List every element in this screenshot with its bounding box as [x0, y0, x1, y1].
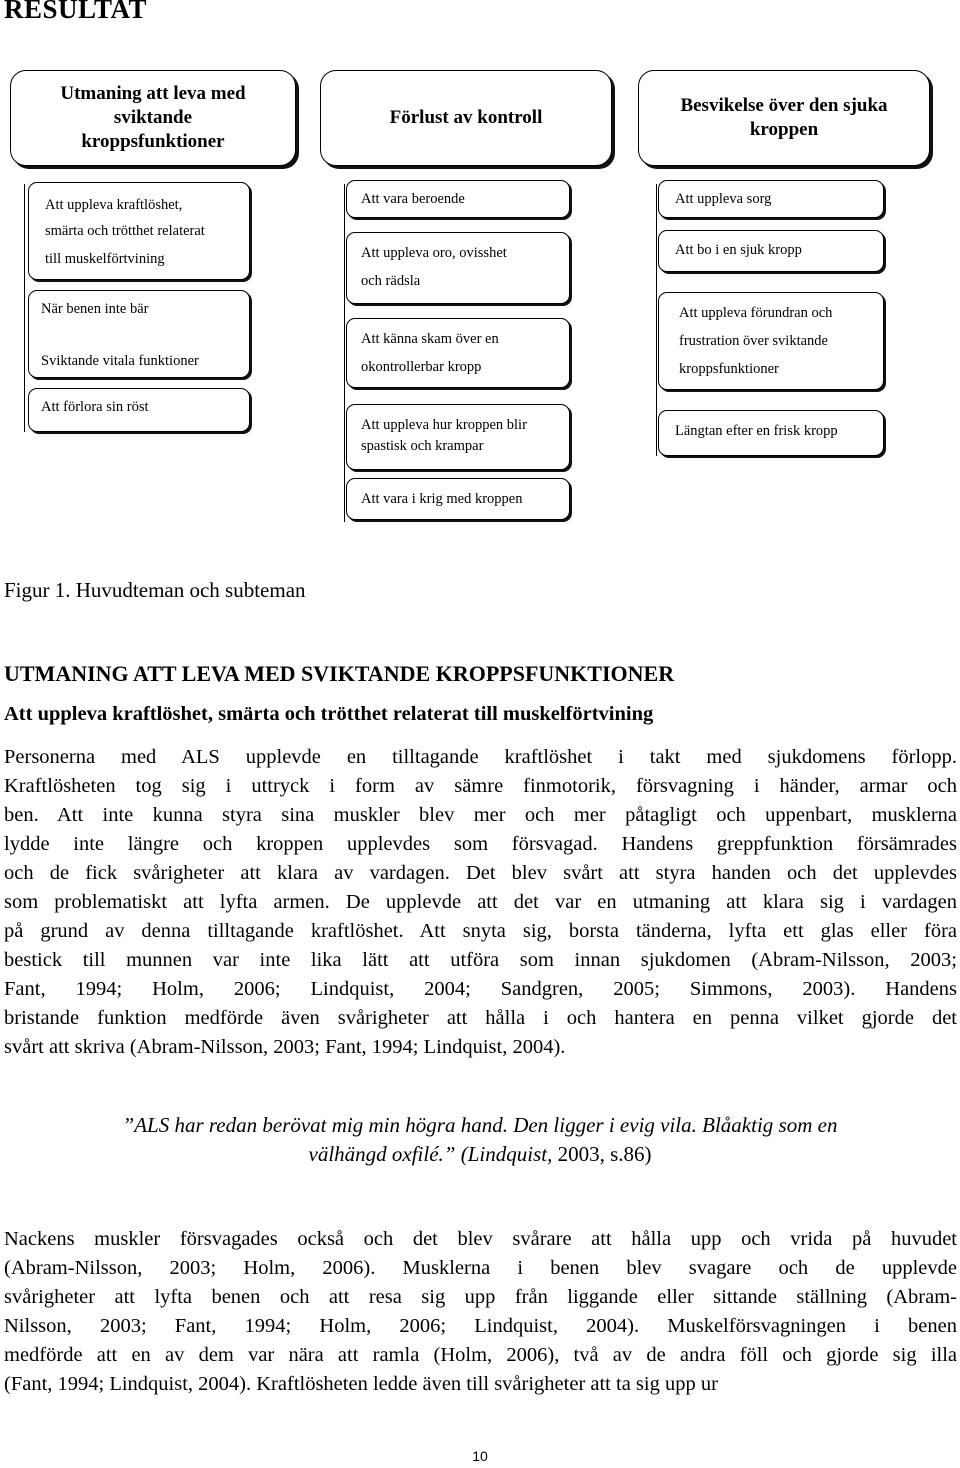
figure-caption: Figur 1. Huvudteman och subteman	[4, 578, 306, 602]
subtheme-box-spastisk	[346, 404, 570, 470]
paragraph-2-line: (Abram-Nilsson, 2003; Holm, 2006). Musklerna i benen blev svagare och de upplevde	[4, 1257, 957, 1279]
theme-3-line: kroppen	[749, 119, 819, 140]
subtheme-box-skam	[346, 318, 570, 388]
subtheme-line: kroppsfunktioner	[679, 361, 779, 377]
paragraph-1-line: Kraftlösheten tog sig i uttryck i form av sämre finmotorik, försvagning i händer, armar och	[4, 775, 957, 797]
quote-italic: välhängd oxfilé.” (Lindquist	[308, 1142, 548, 1166]
paragraph-2-line: (Fant, 1994; Lindquist, 2004). Kraftlösheten ledde även till svårigheter att ta sig upp ur	[4, 1373, 718, 1395]
quote-line-1: ”ALS har redan berövat mig min högra hand. Den ligger i evig vila. Blåaktig som en	[122, 1113, 838, 1137]
subtheme-line: okontrollerbar kropp	[361, 359, 482, 375]
subtheme-line: och rädsla	[361, 273, 421, 289]
subtheme-line: spastisk och krampar	[361, 438, 484, 454]
subtheme-line: Att vara i krig med kroppen	[361, 491, 523, 507]
subtheme-line: Att uppleva kraftlöshet,	[45, 197, 183, 213]
subtheme-box-benen	[28, 290, 250, 378]
paragraph-1-line: och de fick svårigheter att klara av vardagen. Det blev svårt att styra handen och det upplevdes	[4, 862, 957, 884]
section-title: UTMANING ATT LEVA MED SVIKTANDE KROPPSFUNKTIONER	[4, 661, 675, 686]
subtheme-box-langtan	[658, 410, 884, 456]
paragraph-1-line: svårt att skriva (Abram-Nilsson, 2003; Fant, 1994; Lindquist, 2004).	[4, 1036, 566, 1058]
theme-box-1	[10, 70, 296, 166]
subtheme-box-krig	[346, 478, 570, 520]
subtheme-line: frustration över sviktande	[679, 333, 828, 349]
paragraph-1-line: bestick till munnen var inte lika lätt att utföra som innan sjukdomen (Abram-Nilsson, 2003;	[4, 949, 957, 971]
subtheme-box-rost	[28, 388, 250, 432]
subtheme-line: När benen inte bär	[41, 301, 149, 317]
theme-box-2	[320, 70, 612, 166]
subtheme-box-forundran	[658, 292, 884, 390]
subtheme-box-sorg	[658, 180, 884, 218]
page-heading: RESULTAT	[4, 0, 148, 24]
subtheme-line: Att förlora sin röst	[41, 399, 149, 415]
paragraph-2-line: medförde att en av dem var nära att ramla (Holm, 2006), två av de andra föll och gjorde sig illa	[4, 1344, 957, 1366]
paragraph-1-line: på grund av denna tilltagande kraftlöshet. Att snyta sig, borsta tänderna, lyfta ett glas eller föra	[4, 920, 957, 942]
paragraph-1-line: Personerna med ALS upplevde en tilltagande kraftlöshet i takt med sjukdomens förlopp.	[4, 746, 957, 768]
quote-line-2	[0, 1142, 960, 1167]
column-1-connector	[24, 184, 25, 432]
page-number: 10	[472, 1448, 488, 1464]
column-2-connector	[344, 184, 345, 522]
subtheme-box-beroende	[346, 180, 570, 218]
subtheme-box-oro	[346, 232, 570, 304]
paragraph-1-line: Fant, 1994; Holm, 2006; Lindquist, 2004; Sandgren, 2005; Simmons, 2003). Handens	[4, 978, 957, 1000]
subtheme-line: Att uppleva förundran och	[679, 305, 833, 321]
subtheme-line: Att bo i en sjuk kropp	[675, 242, 802, 258]
subtheme-line: Att uppleva sorg	[675, 191, 772, 207]
theme-1-line: sviktande	[113, 107, 193, 128]
theme-box-3	[638, 70, 930, 166]
paragraph-2-line: Nackens muskler försvagades också och det blev svårare att hålla upp och vrida på huvudet	[4, 1228, 957, 1250]
subtheme-line: Att uppleva hur kroppen blir	[361, 417, 527, 433]
subtheme-line: Sviktande vitala funktioner	[41, 353, 199, 369]
subtheme-box-sjuk-kropp	[658, 230, 884, 272]
subtheme-line: Längtan efter en frisk kropp	[675, 423, 838, 439]
paragraph-2-line: svårigheter att lyfta benen och att resa sig upp från liggande eller sittande ställning (Abram-	[4, 1286, 957, 1308]
subtheme-box-kraftloshet	[28, 182, 250, 280]
theme-1-line: Utmaning att leva med	[60, 83, 246, 104]
theme-2-line: Förlust av kontroll	[389, 107, 543, 128]
paragraph-1-line: bristande funktion medförde även svårigheter att hålla i och hantera en penna vilket gjorde det	[4, 1007, 957, 1029]
theme-3-line: Besvikelse över den sjuka	[680, 95, 888, 116]
subtheme-line: Att känna skam över en	[361, 331, 499, 347]
subsection-title: Att uppleva kraftlöshet, smärta och trötthet relaterat till muskelförtvining	[4, 703, 654, 725]
paragraph-2-line: Nilsson, 2003; Fant, 1994; Holm, 2006; Lindquist, 2004). Muskelförsvagningen i benen	[4, 1315, 957, 1337]
subtheme-line: smärta och trötthet relaterat	[45, 223, 205, 239]
subtheme-line: Att uppleva oro, ovisshet	[361, 245, 507, 261]
theme-1-line: kroppsfunktioner	[81, 131, 225, 152]
subtheme-line: Att vara beroende	[361, 191, 465, 207]
paragraph-1-line: lydde inte längre och kroppen upplevdes som försvagad. Handens greppfunktion försämrades	[4, 833, 957, 855]
quote-reference: , 2003, s.86)	[547, 1142, 652, 1166]
column-3-connector	[656, 184, 657, 456]
paragraph-1-line: ben. Att inte kunna styra sina muskler blev mer och mer påtagligt och uppenbart, musklerna	[4, 804, 957, 826]
subtheme-line: till muskelförtvining	[45, 251, 165, 267]
paragraph-1-line: som problematiskt att lyfta armen. De upplevde att det var en utmaning att klara sig i vardagen	[4, 891, 957, 913]
